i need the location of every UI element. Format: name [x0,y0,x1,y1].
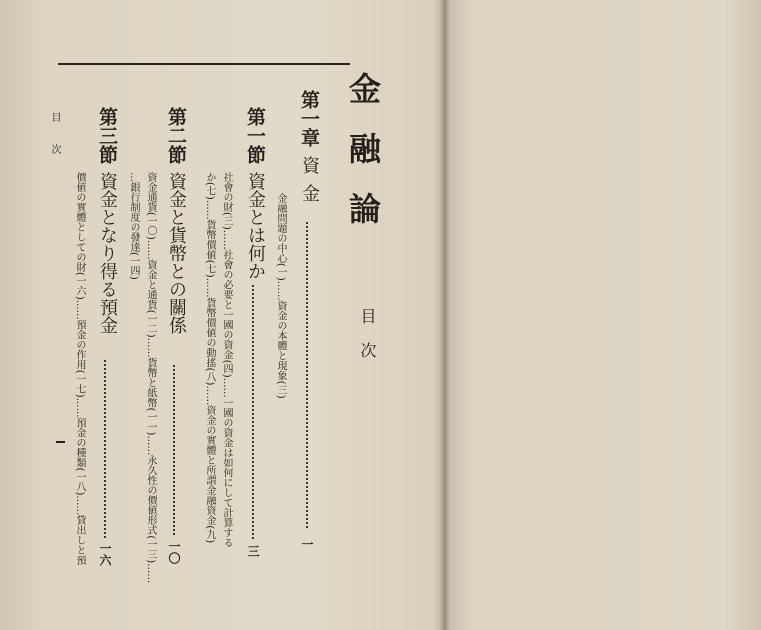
chapter-detail-1: 金融問題の中心(一)……資金の本體と現象(三) [275,193,286,399]
chapter-page: 一 [300,538,314,550]
book-gutter [440,0,450,630]
section-2-detail-1: 資金通貨(一〇)……資金と通貨(一二)……貨幣と紙幣(一一)……永久性の價値形式(一三)…… [145,172,156,584]
toc-label: 目次 [358,308,377,376]
section-2-title: 資金と貨幣との關係 [166,172,187,334]
chapter-leader [306,222,308,528]
section-3-page: 一六 [98,542,112,566]
chapter-title: 資金 [299,156,320,212]
section-3-detail-1: 價値の實體としての財(一六)……預金の作用(一七)……預金の種類(一八)……貸出しと預 [74,172,85,566]
book-title: 金融論 [344,72,382,252]
section-3-heading: 第三節 [96,107,118,164]
section-1-detail-2: か(七)……貨幣價値(七)……貨幣價値の動搖(八)……資金の實體と所謂金融資金(九) [204,172,215,544]
section-1-title: 資金とは何か [245,172,266,280]
chapter-heading: 第一章 [298,90,320,147]
top-rule [58,63,350,65]
section-1-leader [252,285,254,539]
section-2-leader [173,365,175,535]
section-3-title: 資金となり得る預金 [97,172,118,334]
page-folio [56,441,65,443]
section-2-detail-2: …銀行制度の發達(一四) [128,172,139,280]
section-1-detail-1: 社會の財(三)……社會の必要と一國の資金(四)……一國の資金は如何にして計算する [221,172,232,548]
blank-right-page [450,0,761,630]
section-3-leader [104,360,106,538]
section-1-heading: 第一節 [244,107,266,164]
section-2-page: 一〇 [167,540,181,564]
section-2-heading: 第二節 [165,107,187,164]
running-head: 目次 [49,112,60,176]
section-1-page: 三 [246,545,260,557]
